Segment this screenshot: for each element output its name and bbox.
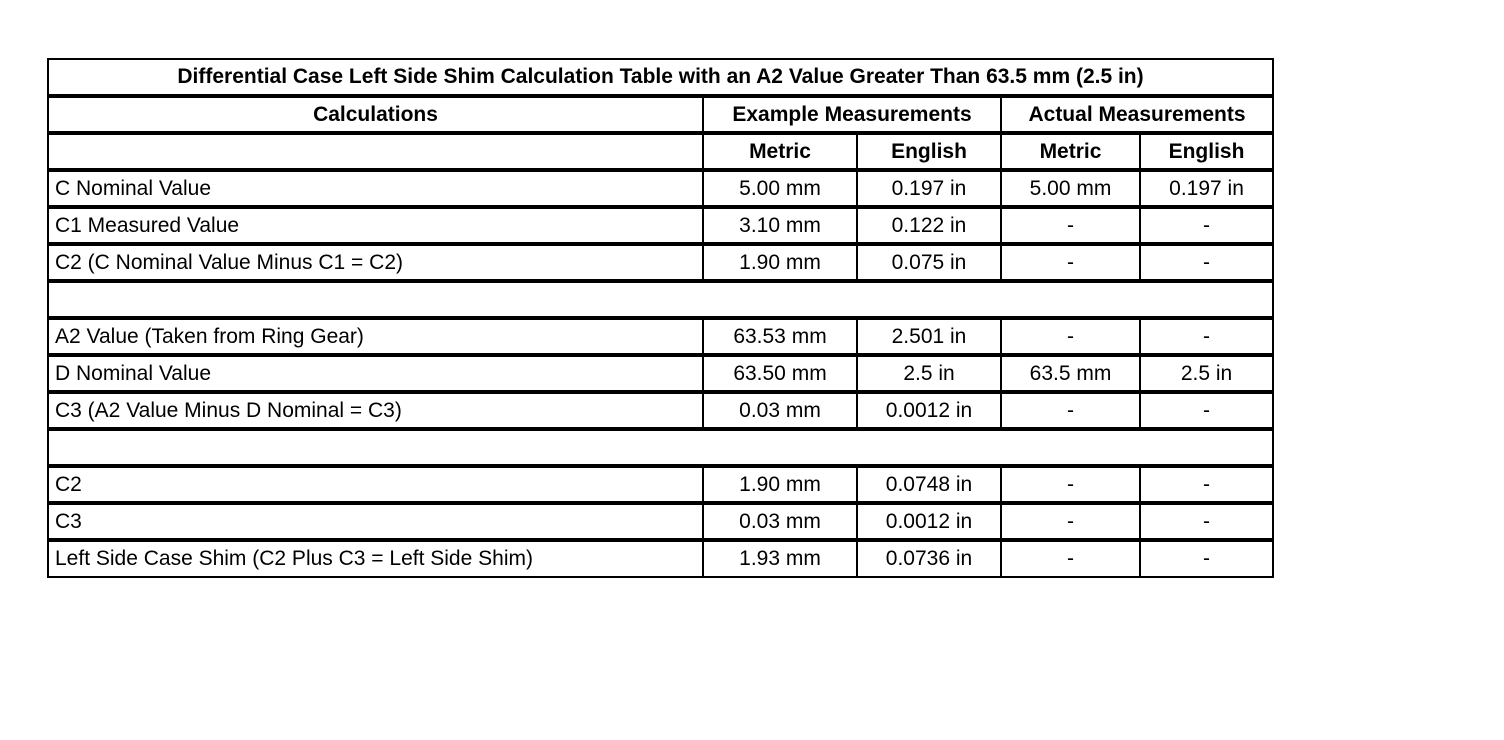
spacer-row (48, 281, 1273, 318)
actual-metric-value: - (1001, 540, 1140, 577)
actual-english-value: 2.5 in (1140, 355, 1273, 392)
actual-english-value: - (1140, 466, 1273, 503)
example-english-value: 0.122 in (857, 207, 1001, 244)
example-metric-value: 63.53 mm (703, 318, 857, 355)
example-metric-value: 0.03 mm (703, 392, 857, 429)
example-metric-value: 0.03 mm (703, 503, 857, 540)
actual-metric-value: - (1001, 503, 1140, 540)
table-row (48, 244, 1273, 281)
actual-english-value: 0.197 in (1140, 170, 1273, 207)
example-english-value: 0.197 in (857, 170, 1001, 207)
row-label: C1 Measured Value (48, 207, 703, 244)
actual-english-value: - (1140, 503, 1273, 540)
example-metric-value: 1.93 mm (703, 540, 857, 577)
shim-calculation-table (47, 58, 1274, 578)
actual-metric-value: - (1001, 244, 1140, 281)
example-english-value: 0.0012 in (857, 503, 1001, 540)
header-actual-metric: Metric (1001, 133, 1140, 170)
actual-english-value: - (1140, 207, 1273, 244)
row-label: D Nominal Value (48, 355, 703, 392)
actual-english-value: - (1140, 392, 1273, 429)
header-actual-english: English (1140, 133, 1273, 170)
row-label: C2 (48, 466, 703, 503)
table-row (48, 170, 1273, 207)
header-row (48, 96, 1273, 133)
example-english-value: 0.0736 in (857, 540, 1001, 577)
actual-metric-value: - (1001, 392, 1140, 429)
table-title: Differential Case Left Side Shim Calculation Table with an A2 Value Greater Than 63.5 mm (2.5 in) (48, 59, 1273, 96)
actual-english-value: - (1140, 244, 1273, 281)
spacer-cell (48, 281, 1273, 318)
example-english-value: 2.5 in (857, 355, 1001, 392)
example-metric-value: 5.00 mm (703, 170, 857, 207)
actual-metric-value: - (1001, 318, 1140, 355)
header-actual-measurements: Actual Measurements (1001, 96, 1273, 133)
example-metric-value: 3.10 mm (703, 207, 857, 244)
row-label: Left Side Case Shim (C2 Plus C3 = Left Side Shim) (48, 540, 703, 577)
row-label: C3 (48, 503, 703, 540)
example-english-value: 0.075 in (857, 244, 1001, 281)
table-row (48, 503, 1273, 540)
spacer-cell (48, 429, 1273, 466)
header-example-metric: Metric (703, 133, 857, 170)
header-example-english: English (857, 133, 1001, 170)
header-empty-cell (48, 133, 703, 170)
actual-metric-value: - (1001, 207, 1140, 244)
example-english-value: 0.0012 in (857, 392, 1001, 429)
table-row (48, 355, 1273, 392)
row-label: C2 (C Nominal Value Minus C1 = C2) (48, 244, 703, 281)
example-english-value: 0.0748 in (857, 466, 1001, 503)
actual-metric-value: 5.00 mm (1001, 170, 1140, 207)
row-label: C Nominal Value (48, 170, 703, 207)
table-row (48, 466, 1273, 503)
actual-metric-value: - (1001, 466, 1140, 503)
table-row (48, 392, 1273, 429)
spacer-row (48, 429, 1273, 466)
example-metric-value: 1.90 mm (703, 244, 857, 281)
row-label: A2 Value (Taken from Ring Gear) (48, 318, 703, 355)
header-calculations: Calculations (48, 96, 703, 133)
header-example-measurements: Example Measurements (703, 96, 1001, 133)
title-row (48, 59, 1273, 96)
table-row (48, 207, 1273, 244)
actual-metric-value: 63.5 mm (1001, 355, 1140, 392)
table-row (48, 318, 1273, 355)
example-english-value: 2.501 in (857, 318, 1001, 355)
actual-english-value: - (1140, 318, 1273, 355)
row-label: C3 (A2 Value Minus D Nominal = C3) (48, 392, 703, 429)
example-metric-value: 1.90 mm (703, 466, 857, 503)
unit-header-row (48, 133, 1273, 170)
example-metric-value: 63.50 mm (703, 355, 857, 392)
actual-english-value: - (1140, 540, 1273, 577)
table-row (48, 540, 1273, 577)
